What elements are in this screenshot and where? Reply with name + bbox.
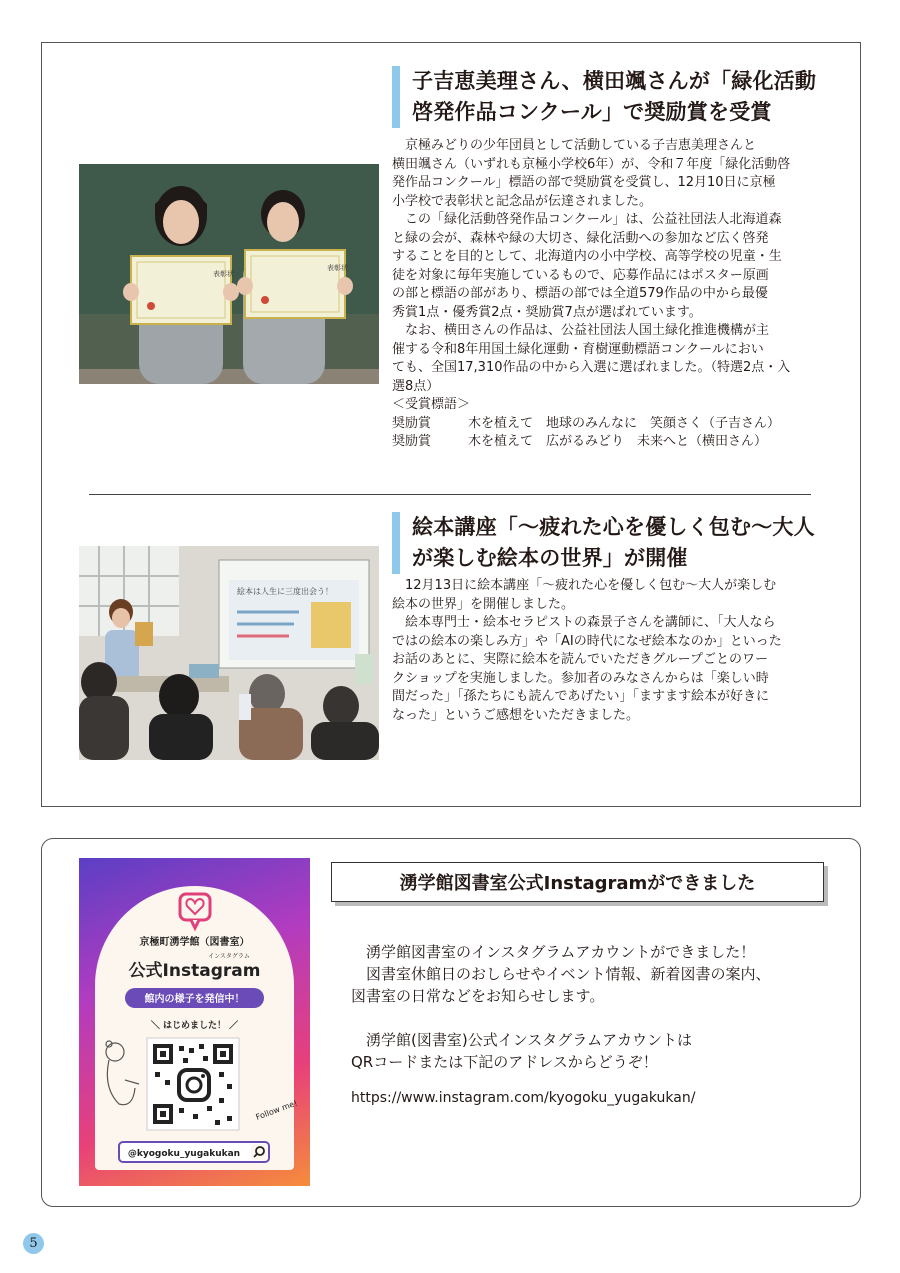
bear-doodle-icon [106, 1041, 139, 1105]
award-slogan-heading: ＜受賞標語＞ [392, 397, 471, 412]
page-number-badge: 5 [23, 1233, 44, 1254]
article1-body [392, 137, 822, 452]
article2-line: クショップを実施しました。参加者のみなさんからは「楽しい時 [392, 670, 769, 686]
lecture-photo-illustration [79, 546, 379, 760]
article2-headline-line1: 絵本講座「～疲れた心を優しく包む～大人 [412, 515, 815, 539]
article1-headline-line2: 啓発作品コンクール」で奨励賞を受賞 [412, 100, 772, 124]
article1-line: することを目的として、北海道内の小中学校、高等学校の児童・生 [392, 249, 782, 264]
instagram-section-title: 湧学館図書室公式Instagramができました [331, 862, 824, 902]
article1-line: 秀賞1点・優秀賞2点・奨励賞7点が選ばれています。 [392, 304, 702, 320]
article1-line: 発作品コンクール」標語の部で奨励賞を受賞し、12月10日に京極 [392, 175, 776, 190]
poster-title: 公式Instagram [128, 961, 261, 981]
article1-line: なお、横田さんの作品は、公益社団法人国土緑化推進機構が主 [392, 323, 770, 338]
award-prize: 奨励賞 [392, 415, 432, 431]
instagram-poster-artwork [79, 858, 310, 1186]
article2-line: 12月13日に絵本講座「～疲れた心を優しく包む～大人が楽しむ [392, 578, 777, 593]
poster-ruby: インスタグラム [208, 953, 250, 960]
award-photo-illustration [79, 164, 379, 384]
article1-line: 小学校で表彰状と記念品が伝達されました。 [392, 193, 653, 209]
article2-line: ではの絵本の楽しみ方」や「AIの時代になぜ絵本なのか」といった [392, 633, 782, 649]
article1-headline [392, 66, 832, 128]
article1-headline-line1: 子吉恵美理さん、横田颯さんが「緑化活動 [412, 69, 817, 93]
award-row [392, 433, 822, 452]
award-ceremony-photo [79, 164, 379, 384]
article2-line: 絵本専門士・絵本セラピストの森景子さんを講師に、「大人なら [392, 615, 776, 630]
poster-follow: Follow me! [254, 1098, 299, 1122]
poster-start: ＼ はじめました！ ／ [150, 1021, 239, 1031]
award-row [392, 415, 822, 434]
instagram-line: QRコードまたは下記のアドレスからどうぞ！ [351, 1053, 658, 1071]
article1-line: 京極みどりの少年団員として活動している子吉恵美理さんと [392, 138, 757, 153]
article1-line: 横田颯さん（いずれも京極小学校6年）が、令和７年度「緑化活動啓 [392, 156, 791, 172]
instagram-line: 湧学館図書室のインスタグラムアカウントができました！ [351, 943, 756, 961]
article1-line: ても、全国17,310作品の中から入選に選ばれました。（特選2点・入 [392, 360, 791, 375]
article2-line: お話のあとに、実際に絵本を読んでいただきグループごとのワー [392, 652, 768, 667]
article2-body [392, 577, 822, 725]
article2-headline [392, 512, 832, 574]
article1-line: と緑の会が、森林や緑の大切さ、緑化活動への参加など広く啓発 [392, 230, 769, 246]
instagram-line: 図書室の日常などをお知らせします。 [351, 987, 605, 1005]
article2-line: 絵本の世界」を開催しました。 [392, 596, 575, 612]
search-icon [251, 1144, 267, 1160]
poster-org: 京極町湧学館（図書室） [139, 937, 250, 948]
certificate-label-2: 表彰状 [327, 264, 348, 272]
instagram-line: 湧学館(図書室)公式インスタグラムアカウントは [351, 1031, 692, 1049]
paragraph-gap [351, 1007, 831, 1029]
slide-title: 絵本は人生に三度出会う！ [237, 587, 333, 596]
picture-book-lecture-photo [79, 546, 379, 760]
qr-code-icon [147, 1038, 239, 1130]
award-prize: 奨励賞 [392, 434, 432, 449]
article1-line: 選8点） [392, 378, 440, 394]
poster-tag: 館内の様子を発信中！ [144, 994, 245, 1005]
instagram-url-link[interactable]: https://www.instagram.com/kyogoku_yugakukan/ [351, 1090, 696, 1106]
instagram-line: 図書室休館日のおしらせやイベント情報、新着図書の案内、 [351, 965, 771, 983]
article1-line: 催する令和8年用国土緑化運動・育樹運動標語コンクールにおい [392, 341, 764, 357]
award-slogan: 木を植えて 広がるみどり 未来へと（横田さん） [468, 434, 768, 449]
certificate-label-1: 表彰状 [213, 270, 234, 278]
article2-line: 間だった」「孫たちにも読んであげたい」「ますます絵本が好きに [392, 689, 770, 704]
heart-bubble-icon [180, 894, 210, 928]
article2-headline-line2: が楽しむ絵本の世界」が開催 [412, 546, 688, 570]
article1-line: この「緑化活動啓発作品コンクール」は、公益社団法人北海道森 [392, 212, 782, 227]
article-divider [89, 494, 811, 495]
article1-line: 徒を対象に毎年実施しているもので、応募作品にはポスター原画 [392, 267, 769, 283]
award-slogan: 木を植えて 地球のみんなに 笑顔さく（子吉さん） [468, 415, 781, 431]
article1-line: の部と標語の部があり、標語の部では全道579作品の中から最優 [392, 286, 768, 301]
instagram-notice-body [351, 941, 831, 1109]
instagram-poster [79, 858, 310, 1186]
article2-line: なった」というご感想をいただきました。 [392, 707, 640, 723]
poster-handle: @kyogoku_yugakukan [127, 1149, 241, 1159]
